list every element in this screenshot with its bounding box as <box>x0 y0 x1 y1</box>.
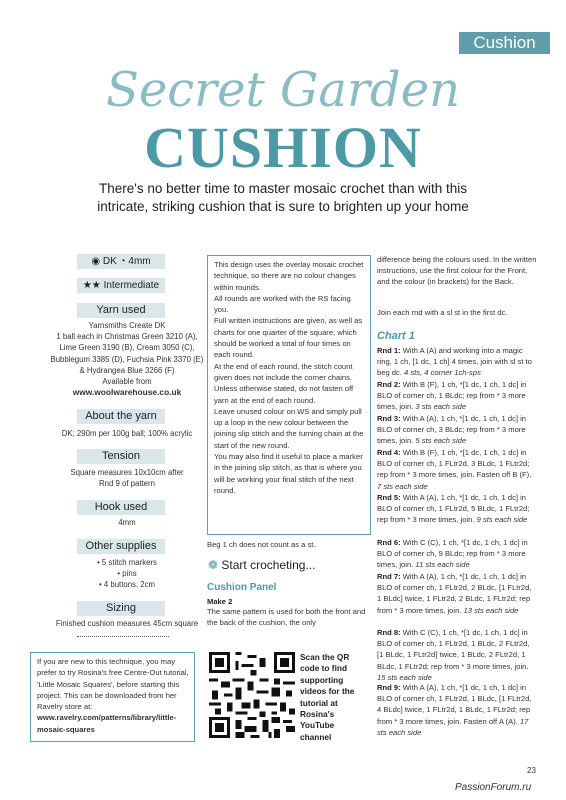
round-text: With B (F), 1 ch, *[1 dc, 1 ch, 1 dc] in BLO of corner ch, 1 BLdc; rep from * 3 more times, join. <box>377 380 527 412</box>
page-number: 23 <box>527 766 536 775</box>
tension-text <box>28 467 226 489</box>
panel-text: The same pattern is used for both the front and the back of the cushion, the only <box>207 607 366 628</box>
round-row <box>377 379 537 413</box>
chart-heading: Chart 1 <box>377 330 415 342</box>
stitch-count: 15 sts each side <box>377 672 432 682</box>
page-title: CUSHION <box>144 115 422 180</box>
join-note: Join each rnd with a sl st in the first dc. <box>377 308 508 317</box>
leaf-icon: ❁ <box>208 558 219 572</box>
stitch-count: 5 sts each side <box>415 436 467 446</box>
supply-item: • pins <box>117 569 137 579</box>
round-text: With A (A), 1 ch, *[1 dc, 1 ch, 1 dc] in BLO of corner ch, 1 FLtr2d, 5 BLdc, 1 FLtr2d; rep from * 3 more times, join. <box>377 493 530 525</box>
note: Full written instructions are given, as well as charts for one quarter of the square, which should be worked a total of four times on each round. <box>214 316 363 360</box>
round-label: Rnd 7: <box>377 572 401 581</box>
yarn-line: Bubblegum 3385 (D), Fuchsia Pink 3370 (E) <box>50 354 204 364</box>
round-label: Rnd 3: <box>377 414 401 423</box>
notes-box <box>207 255 371 535</box>
skill-level: Intermediate <box>103 280 160 291</box>
start-heading-text: Start crocheting... <box>221 558 316 572</box>
hook-text: 4mm <box>118 518 136 527</box>
ravelry-link[interactable]: www.ravelry.com/patterns/library/little-mosaic-squares <box>37 713 177 734</box>
stitch-count: 17 sts each side <box>377 716 529 737</box>
yarn-line: Yarnsmiths Create DK <box>88 321 166 330</box>
round-label: Rnd 6: <box>377 538 401 547</box>
stitch-count: 9 sts each side <box>476 515 528 525</box>
round-label: Rnd 9: <box>377 683 401 692</box>
note: This design uses the overlay mosaic crochet technique, so there are no colour changes within rounds. <box>214 260 364 292</box>
about-yarn-heading: About the yarn <box>77 409 165 424</box>
tension-heading: Tension <box>77 449 165 464</box>
round-row <box>377 492 537 526</box>
tension-line: Square measures 10x10cm after <box>70 468 184 477</box>
yarn-weight-badge <box>77 254 165 269</box>
round-text: With B (F), 1 ch, *[1 dc, 1 ch, 1 dc] in BLO of corner ch, 1 FLtr2d, 3 BLdc, 1 FLtr2d; rep from * 3 more times, join. Fasten off B (F). <box>377 448 532 480</box>
round-label: Rnd 1: <box>377 346 401 355</box>
round-text: With C (C), 1 ch, *[1 dc, 1 ch, 1 dc] in BLO of corner ch, 9 BLdc; rep from * 3 more times, join. <box>377 538 528 570</box>
round-row <box>377 571 537 616</box>
colour-note: difference being the colours used. In the written instructions, use the first colour for the Front, and the colour (in brackets) for the Back. <box>377 255 537 287</box>
note: Unless otherwise stated, do not fasten off yarn at the end of each round. <box>214 384 354 405</box>
yarn-line: Lime Green 3190 (B), Cream 3050 (C), <box>59 343 195 353</box>
note: Leave unused colour on WS and simply pull up a loop in the new colour between the joining slip stitch and the turning chain at the start of the new round. <box>214 406 364 450</box>
round-row <box>377 447 537 492</box>
round-row <box>377 627 537 683</box>
start-heading <box>208 558 315 572</box>
stitch-count: 13 sts each side <box>463 605 519 615</box>
beg-note: Beg 1 ch does not count as a st. <box>207 540 316 549</box>
section-tag: Cushion <box>459 32 550 54</box>
stitch-count: 11 sts each side <box>415 560 470 570</box>
round-text: With A (A), 1 ch, *[1 dc, 1 ch, 1 dc] in BLO of corner ch, 1 FLtr2d, 2 BLdc, [1 FLtr2d, 1 BLdc] twice, 1 FLtr2d, 2 BLdc, 1 FLtr2d; rep from * 3 more times, join. <box>377 572 532 615</box>
hook-heading: Hook used <box>77 500 165 515</box>
note: You may also find it useful to place a marker in the joining slip stitch, as that is where you will be working your final stitch of the next round. <box>214 452 363 495</box>
sizing-text: Finished cushion measures 45cm square <box>55 619 199 628</box>
yarn-line: Available from <box>102 377 152 387</box>
note: All rounds are worked with the RS facing you. <box>214 293 351 315</box>
supply-item: • 4 buttons, 2cm <box>98 580 156 590</box>
yarn-used-heading: Yarn used <box>77 303 165 318</box>
round-label: Rnd 4: <box>377 448 401 457</box>
round-row <box>377 413 537 447</box>
about-yarn-text: DK; 290m per 100g ball; 100% acrylic <box>61 429 193 438</box>
supplies-list <box>28 557 226 591</box>
tutorial-text: If you are new to this technique, you may prefer to try Rosina's free Centre-Out tutorial, 'Little Mosaic Squares', before starting this project. This can be downloaded from her Ravelry store at: <box>37 657 189 712</box>
make-count: Make 2 <box>207 597 233 606</box>
stitch-count: 3 sts each side <box>415 402 467 412</box>
round-row <box>377 682 537 738</box>
round-text: With A (A), 1 ch, *[1 dc, 1 ch, 1 dc] in BLO of corner ch, 3 BLdc; rep from * 3 more times, join. <box>377 414 526 446</box>
supply-item: • 5 stitch markers <box>97 558 157 567</box>
title-script: Secret Garden <box>105 62 461 118</box>
intro-text: There's no better time to master mosaic crochet than with this intricate, striking cushion that is sure to brighten up your home <box>97 181 469 214</box>
round-label: Rnd 8: <box>377 628 401 637</box>
star-icon: ★★ <box>82 280 101 291</box>
hook-icon: ◔ <box>119 256 126 267</box>
watermark: PassionForum.ru <box>455 782 532 793</box>
yarn-site-link[interactable]: www.woolwarehouse.co.uk <box>72 387 182 398</box>
round-row <box>377 537 537 571</box>
stitch-count: 7 sts each side <box>377 481 428 491</box>
hook-size-short: 4mm <box>128 256 151 267</box>
round-text: With C (C), 1 ch, *[1 dc, 1 ch, 1 dc] in BLO of corner ch, 1 FLtr2d, 1 BLdc, 2 FLtr2d, [1 BLdc, 1 FLtr2d] twice, 1 BLdc, 2 FLtr2d, 1 BLdc, 1 FLtr2d; rep from * 3 more times, join. <box>377 628 530 671</box>
skill-level-badge <box>77 278 165 293</box>
sizing-heading: Sizing <box>77 601 165 616</box>
yarn-weight: DK <box>102 256 117 267</box>
yarn-line: 1 ball each in Christmas Green 3210 (A), <box>56 332 198 342</box>
divider <box>77 636 169 637</box>
note: At the end of each round, the stitch count given does not include the corner chains. <box>214 361 353 382</box>
tension-line: Rnd 9 of pattern <box>99 479 155 489</box>
yarn-ball-icon: ◉ <box>91 256 101 267</box>
panel-heading: Cushion Panel <box>207 582 277 593</box>
yarn-used-text <box>28 320 226 398</box>
tutorial-box <box>30 652 195 742</box>
yarn-line: & Hydrangea Blue 3266 (F) <box>79 365 175 375</box>
round-row <box>377 345 537 379</box>
qr-caption: Scan the QR code to find supporting videos for the tutorial at Rosina's YouTube channel <box>300 652 355 742</box>
round-text: With A (A), 1 ch, *[1 dc, 1 ch, 1 dc] in BLO of corner ch, 1 FLtr2d, 1 BLdc, [1 FLtr2d, 4 BLdc] twice, 1 FLtr2d, 1 BLdc, 1 FLtr2d; rep from * 3 more times, join. Fasten off A (A). <box>377 683 532 726</box>
round-label: Rnd 5: <box>377 493 401 502</box>
round-label: Rnd 2: <box>377 380 401 389</box>
supplies-heading: Other supplies <box>77 539 165 554</box>
stitch-count: 4 sts, 4 corner 1ch-sps <box>404 368 481 378</box>
round-text: With A (A) and working into a magic ring, 1 ch, [1 dc, 1 ch] 4 times, join with sl st to beg dc. <box>377 346 532 378</box>
qr-code-icon[interactable] <box>209 652 295 738</box>
